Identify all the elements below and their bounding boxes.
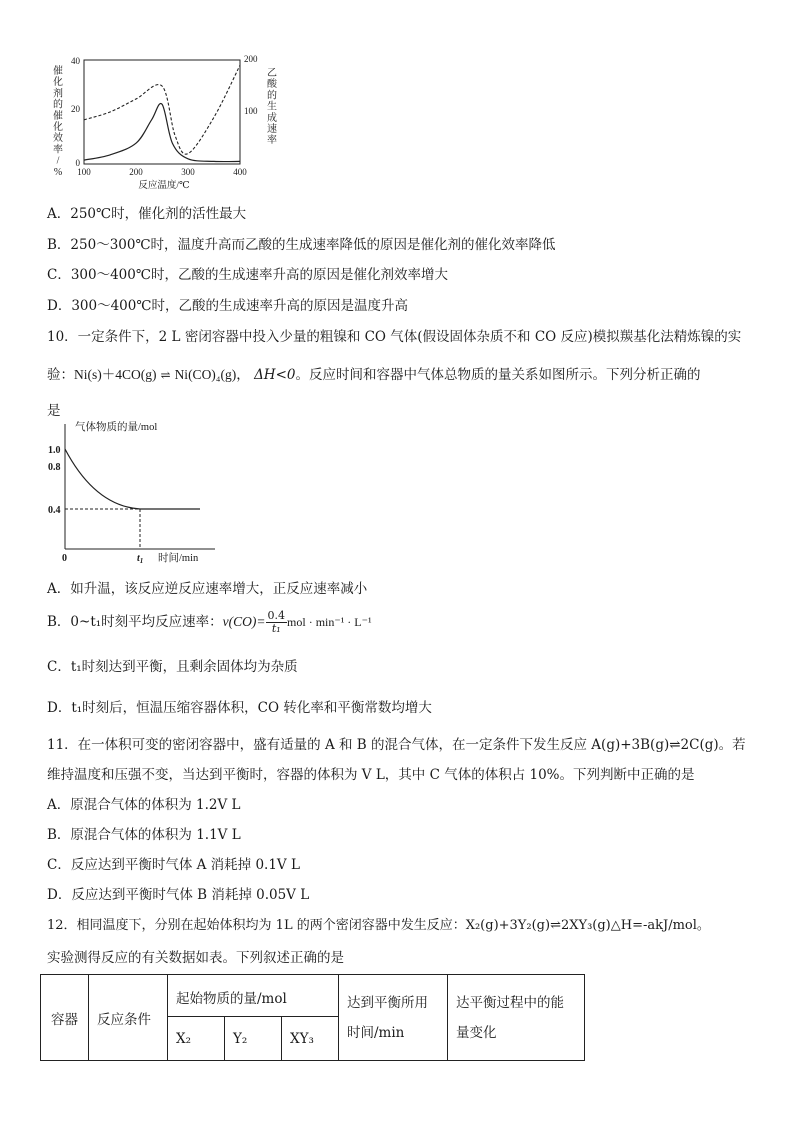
x-axis-label: 反应温度/℃ — [138, 181, 190, 191]
right-axis-label — [267, 67, 278, 146]
axis-label-char: 催 — [53, 110, 63, 122]
x-tick-300: 300 — [181, 167, 195, 177]
header-xy3: XY₃ — [282, 1017, 339, 1061]
q12-stem-line1: 12．相同温度下，分别在起始体积均为 1L 的两个密闭容器中发生反应：X₂(g)+3Y₂(g)⇌2XY₃(g)△H=-akJ/mol。 — [47, 918, 710, 933]
header-energy: 达平衡过程中的能 量变化 — [448, 975, 585, 1061]
t1-label: $t_1$ — [137, 553, 144, 565]
q10-stem-line3: 是 — [47, 403, 61, 419]
left-tick-0: 0 — [75, 158, 80, 168]
axis-label-char: 催 — [53, 66, 63, 77]
header-condition: 反应条件 — [89, 975, 168, 1061]
y-tick-1.0: 1.0 — [48, 445, 61, 456]
equilibrium-arrow: ⇌ — [160, 368, 171, 382]
q11-stem-line2: 维持温度和压强不变，当达到平衡时，容器的体积为 V L，其中 C 气体的体积占 10%。下列判断中正确的是 — [47, 767, 695, 783]
x-tick-200: 200 — [129, 167, 143, 177]
axis-label-char: 成 — [267, 112, 277, 124]
axis-label-char: 的 — [53, 99, 63, 111]
gas-amount-time-chart — [40, 418, 240, 568]
experiment-data-table — [40, 974, 585, 1061]
q10-option-b: B．0~t₁时刻平均反应速率：v(CO)= $\frac{0.4}{\text{t₁}}$ mol · min⁻¹ · L⁻¹ — [47, 609, 372, 635]
left-tick-20: 20 — [71, 104, 80, 114]
left-tick-40: 40 — [71, 56, 80, 66]
y-tick-0.8: 0.8 — [48, 462, 61, 473]
axis-label-char: 化 — [53, 77, 63, 89]
axis-label-char: 的 — [267, 90, 277, 102]
gas-amount-curve — [65, 449, 200, 509]
axis-label-char: / — [56, 155, 60, 167]
q11-stem-line1: 11．在一体积可变的密闭容器中，盛有适量的 A 和 B 的混合气体，在一定条件下发生反应 A(g)+3B(g)⇌2C(g)。若 — [47, 737, 746, 753]
q11-option-a: A．原混合气体的体积为 1.2V L — [47, 797, 241, 813]
q11-option-c: C．反应达到平衡时气体 A 消耗掉 0.1V L — [47, 857, 300, 873]
axis-label-char: 效 — [53, 133, 63, 145]
q12-stem-line2: 实验测得反应的有关数据如表。下列叙述正确的是 — [47, 950, 344, 966]
header-x2: X₂ — [168, 1017, 225, 1061]
q10-stem-line2: 验：Ni(s)＋4CO(g) ⇌ Ni(CO)₄(g)， ΔH<0。反应时间和容器中气体总物质的量关系如图所示。下列分析正确的 — [47, 367, 701, 383]
axis-label-char: 乙 — [267, 68, 277, 79]
q9-option-b: B．250～300℃时，温度升高而乙酸的生成速率降低的原因是催化剂的催化效率降低 — [47, 237, 556, 253]
q11-option-d: D．反应达到平衡时气体 B 消耗掉 0.05V L — [47, 887, 310, 903]
left-axis-label — [53, 64, 63, 178]
acetic-acid-rate-curve — [84, 65, 240, 154]
axis-label-char: 率 — [267, 135, 277, 147]
header-y2: Y₂ — [225, 1017, 282, 1061]
right-tick-100: 100 — [244, 106, 258, 116]
catalyst-temperature-chart — [40, 48, 300, 196]
q9-option-d: D．300～400℃时，乙酸的生成速率升高的原因是温度升高 — [47, 298, 408, 314]
axis-label-char: 酸 — [267, 79, 277, 91]
axis-label-char: 速 — [267, 124, 277, 135]
rate-fraction: $\frac{0.4}{\text{t₁}}$ — [267, 609, 286, 635]
q11-option-b: B．原混合气体的体积为 1.1V L — [47, 827, 241, 843]
axis-label-char: 剂 — [53, 88, 63, 100]
header-start-amount: 起始物质的量/mol — [168, 975, 339, 1017]
q10-option-c: C．t₁时刻达到平衡，且剩余固体均为杂质 — [47, 659, 298, 675]
axis-label-char: 率 — [53, 144, 63, 156]
x-tick-400: 400 — [233, 167, 247, 177]
x-tick-100: 100 — [77, 167, 91, 177]
header-container: 容器 — [41, 975, 89, 1061]
x-axis-label: 时间/min — [158, 553, 199, 564]
right-tick-200: 200 — [244, 54, 258, 64]
q10-option-a: A．如升温，该反应逆反应速率增大，正反应速率减小 — [47, 581, 368, 597]
origin-label: 0 — [62, 553, 67, 564]
header-time: 达到平衡所用 时间/min — [339, 975, 448, 1061]
y-axis-label: 气体物质的量/mol — [75, 422, 158, 433]
catalyst-efficiency-curve — [84, 103, 240, 161]
axis-label-char: 化 — [53, 122, 63, 133]
q10-stem-line1: 10．一定条件下，2 L 密闭容器中投入少量的粗镍和 CO 气体(假设固体杂质不和 CO 反应)模拟羰基化法精炼镍的实 — [47, 329, 742, 345]
plot-frame — [84, 60, 240, 164]
y-tick-0.4: 0.4 — [48, 505, 61, 516]
axis-label-char: 生 — [267, 101, 277, 113]
q9-option-a: A．250℃时，催化剂的活性最大 — [47, 206, 247, 222]
axis-label-char: % — [53, 166, 63, 178]
q9-option-c: C．300～400℃时，乙酸的生成速率升高的原因是催化剂效率增大 — [47, 267, 448, 283]
q10-option-d: D．t₁时刻后，恒温压缩容器体积，CO 转化率和平衡常数均增大 — [47, 700, 432, 716]
